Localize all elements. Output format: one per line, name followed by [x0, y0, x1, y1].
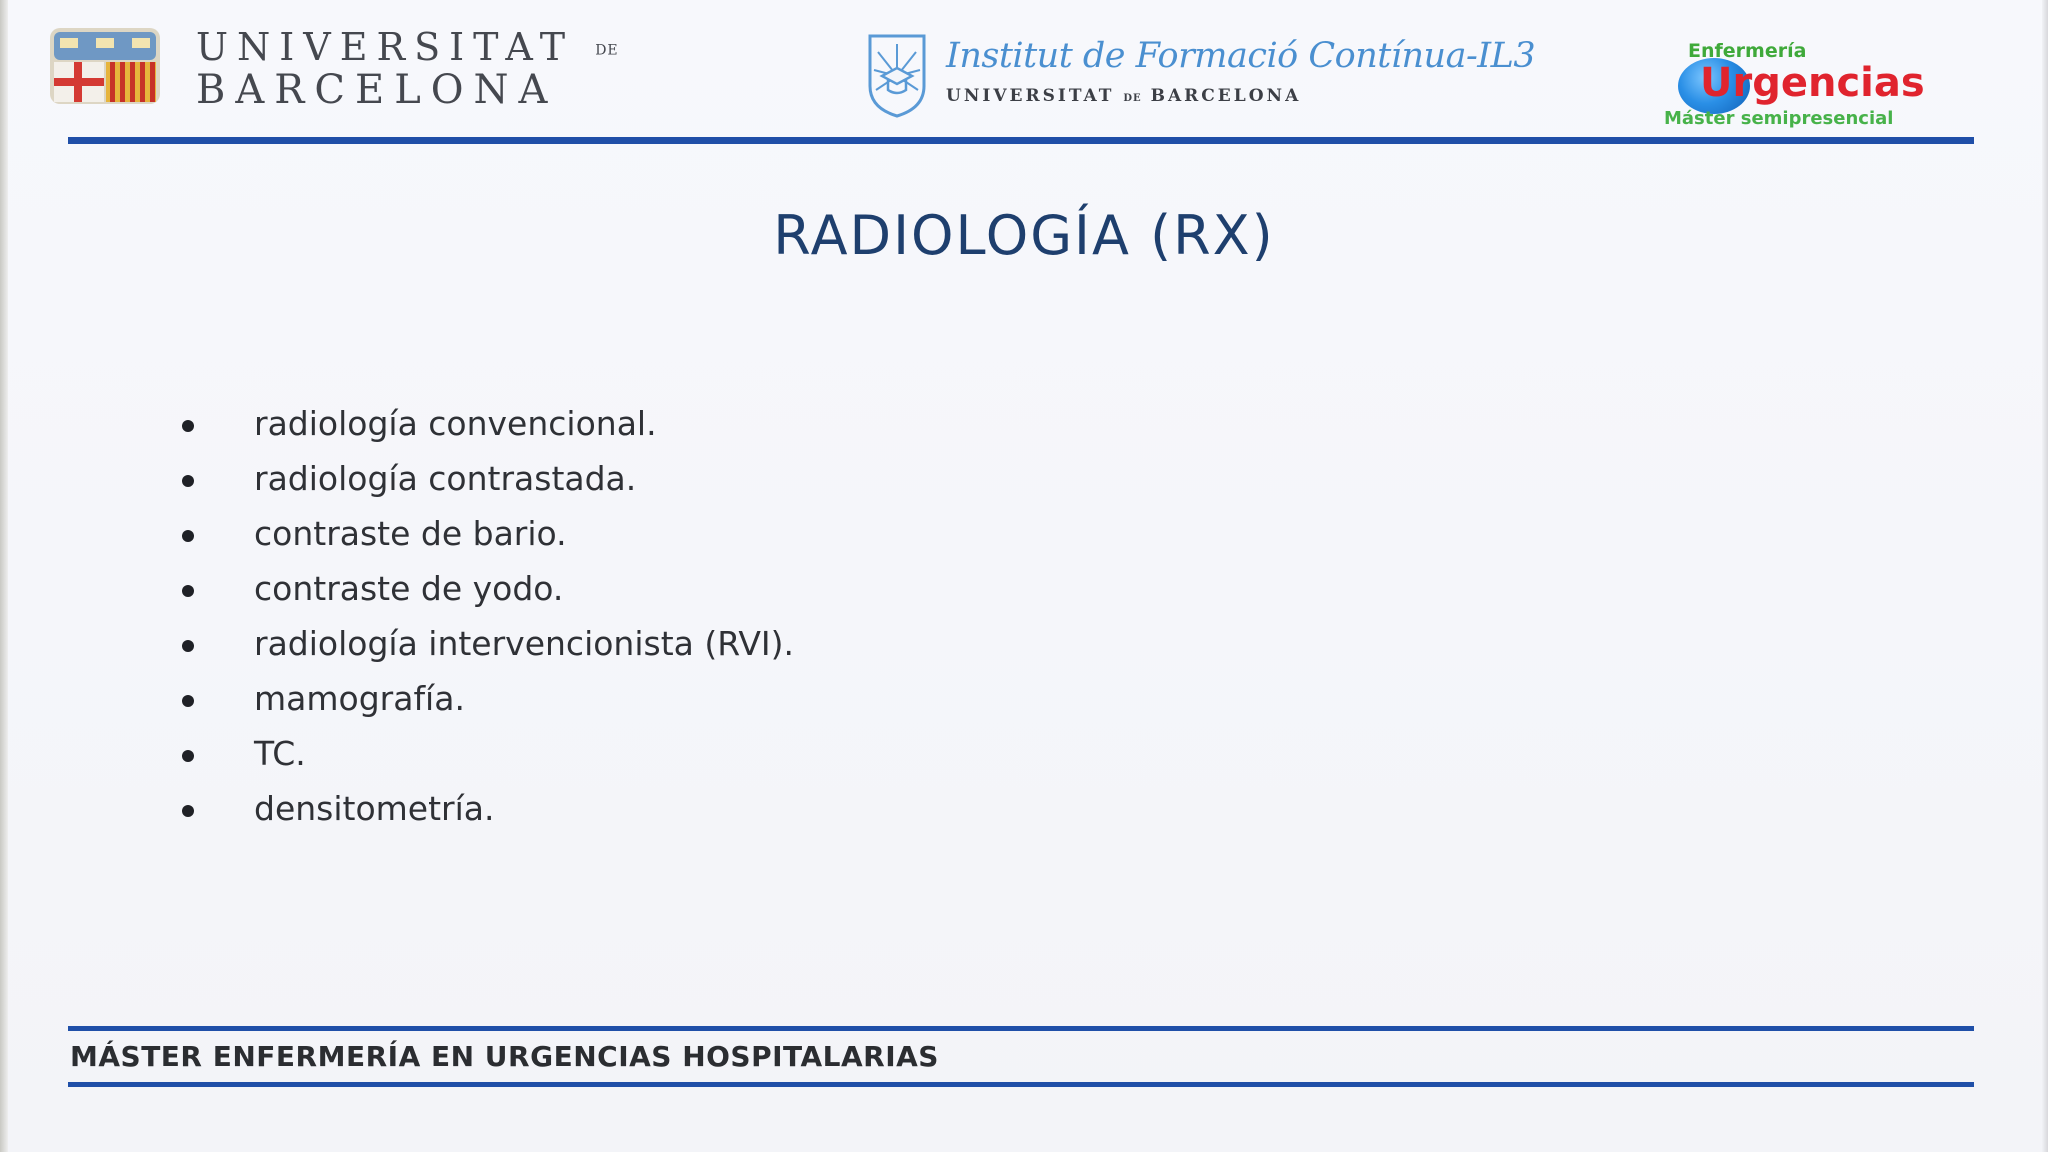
il3-subtitle: [946, 86, 1301, 106]
program-logo-top: Enfermería: [1688, 40, 1807, 62]
bullet-icon: [182, 530, 194, 542]
il3-subtitle-universitat: UNIVERSITAT: [946, 86, 1115, 106]
bullet-text: densitometría.: [254, 789, 495, 828]
footer-rule-top: [68, 1026, 1974, 1031]
bullet-icon: [182, 585, 194, 597]
header-rule: [68, 137, 1974, 144]
bullet-icon: [182, 805, 194, 817]
bullet-text: contraste de yodo.: [254, 569, 564, 608]
ub-wordmark-universitat: UNIVERSITAT: [196, 25, 575, 69]
il3-subtitle-barcelona: BARCELONA: [1150, 86, 1302, 106]
ub-wordmark-line1: [196, 25, 619, 69]
ub-wordmark: [196, 25, 619, 113]
bullet-text: radiología convencional.: [254, 404, 657, 443]
ub-shield-icon: [48, 26, 162, 106]
slide-title: RADIOLOGÍA (RX): [773, 204, 1275, 267]
bullet-text: mamografía.: [254, 679, 465, 718]
bullet-text: radiología contrastada.: [254, 459, 637, 498]
left-edge-shadow: [0, 0, 8, 1152]
program-logo-main: Urgencias: [1700, 60, 1925, 106]
il3-emblem-icon: [862, 30, 932, 120]
bullet-text: radiología intervencionista (RVI).: [254, 624, 795, 663]
bullet-icon: [182, 475, 194, 487]
bullet-text: TC.: [254, 734, 306, 773]
program-logo-bottom: Máster semipresencial: [1664, 108, 1894, 129]
footer-rule-bottom: [68, 1082, 1974, 1087]
bullet-icon: [182, 750, 194, 762]
bullet-text: contraste de bario.: [254, 514, 567, 553]
right-edge-shadow: [2042, 0, 2048, 1152]
il3-title: Institut de Formació Contínua-IL3: [946, 36, 1536, 76]
bullet-icon: [182, 640, 194, 652]
il3-subtitle-de: DE: [1123, 93, 1142, 104]
bullet-icon: [182, 695, 194, 707]
ub-wordmark-de: DE: [595, 42, 619, 59]
footer-text: MÁSTER ENFERMERÍA EN URGENCIAS HOSPITALARIAS: [70, 1040, 939, 1073]
bullet-icon: [182, 420, 194, 432]
ub-wordmark-line2: BARCELONA: [196, 67, 558, 113]
program-logo: [1656, 36, 1936, 136]
